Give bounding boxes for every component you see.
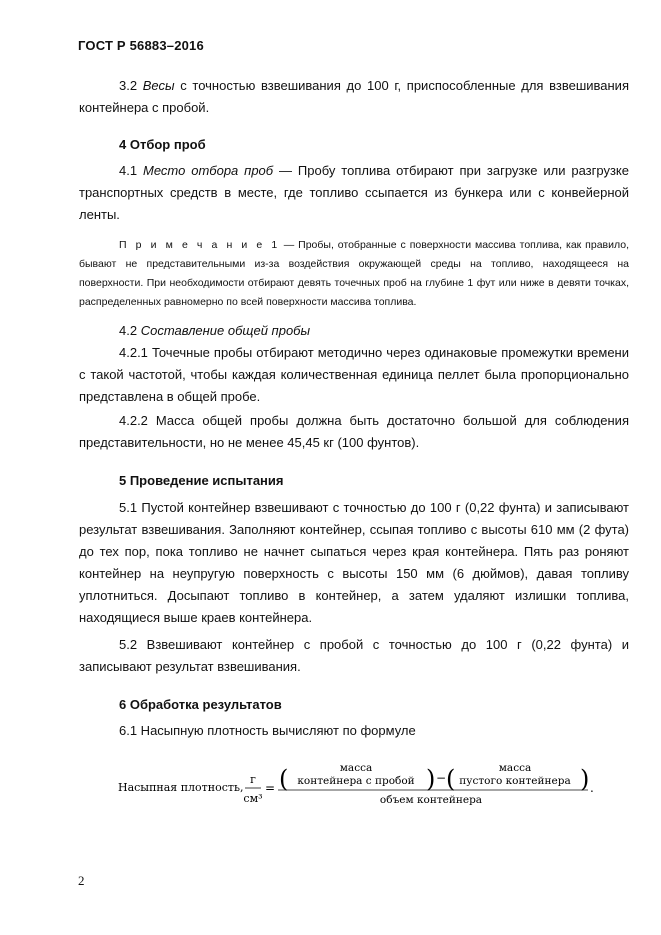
formula-unit-denominator: см³: [243, 792, 263, 805]
clause-number: 4.2: [119, 323, 138, 338]
clause-text: — Пробу топлива отбирают при загрузке или разгрузке транспортных средств в месте, где топливо ссыпается из бункера или с конвейерной ленты.: [79, 163, 629, 222]
formula-b-bottom: пустого контейнера: [459, 775, 571, 787]
formula-denominator: объем контейнера: [379, 794, 483, 806]
paragraph-3-2: [79, 75, 629, 119]
paragraph-4-2: [119, 320, 310, 342]
term-italic: Место отбора проб: [142, 163, 274, 178]
paragraph-6-1: 6.1 Насыпную плотность вычисляют по формуле: [119, 723, 416, 738]
formula-a-top: масса: [339, 762, 373, 774]
bulk-density-formula: [118, 760, 618, 810]
note-label: П р и м е ч а н и е 1: [119, 239, 280, 251]
paragraph-4-1: [79, 160, 629, 226]
section-6-heading: 6 Обработка результатов: [119, 697, 282, 712]
clause-number: 4.1: [119, 163, 138, 178]
clause-number: 3.2: [119, 78, 138, 93]
formula-lhs: Насыпная плотность,: [118, 781, 244, 794]
paragraph-4-2-1: 4.2.1 Точечные пробы отбирают методично через одинаковые промежутки времени с такой частотой, чтобы каждая количественная единица пеллет была пропорционально представлена в общей пробе.: [79, 345, 629, 404]
term-italic: Составление общей пробы: [140, 323, 311, 338]
note-text: — Пробы, отобранные с поверхности массива топлива, как правило, бывают не представительными из-за воздействия окружающей среды на топливо, находящееся на поверхности. При необходимости отбирают девять точечных проб на глубине 1 фут или ниже в девяти точках, распределенных равномерно по всей поверхности массива топлива.: [79, 239, 629, 308]
term-italic: Весы: [142, 78, 175, 93]
formula-b-top: масса: [498, 762, 532, 774]
formula-paren-b-close: ): [580, 765, 590, 793]
formula-paren-a-close: ): [426, 765, 436, 793]
section-5-heading: 5 Проведение испытания: [119, 473, 284, 488]
document-header: ГОСТ Р 56883–2016: [78, 38, 204, 53]
paragraph-5-1: 5.1 Пустой контейнер взвешивают с точностью до 100 г (0,22 фунта) и записывают результат взвешивания. Заполняют контейнер, ссыпая топливо с высоты 610 мм (2 фута) до тех пор, пока топливо не начнет сыпаться через края контейнера. Пять раз роняют контейнер на неупругую поверхность с высоты 150 мм (6 дюймов), давая топливу уплотниться. Досыпают топливо в контейнер, а затем удаляют излишки топлива, находящиеся выше краев контейнера.: [79, 500, 629, 625]
note-1: [79, 236, 629, 312]
section-4-heading: 4 Отбор проб: [119, 137, 206, 152]
paragraph-5-2: 5.2 Взвешивают контейнер с пробой с точностью до 100 г (0,22 фунта) и записывают результат взвешивания.: [79, 637, 629, 674]
formula-a-bottom: контейнера с пробой: [297, 775, 415, 787]
paragraph-4-2-2: 4.2.2 Масса общей пробы должна быть достаточно большой для соблюдения представительности, но не менее 45,45 кг (100 фунтов).: [79, 413, 629, 450]
formula-paren-a-open: (: [279, 765, 289, 793]
formula-minus: −: [436, 771, 447, 785]
clause-text: с точностью взвешивания до 100 г, приспособленные для взвешивания контейнера с пробой.: [79, 78, 629, 115]
formula-period: .: [590, 781, 594, 795]
page-number: 2: [78, 873, 85, 888]
formula-equals: =: [265, 781, 276, 795]
formula-unit-numerator: г: [250, 773, 256, 786]
formula-paren-b-open: (: [446, 765, 456, 793]
